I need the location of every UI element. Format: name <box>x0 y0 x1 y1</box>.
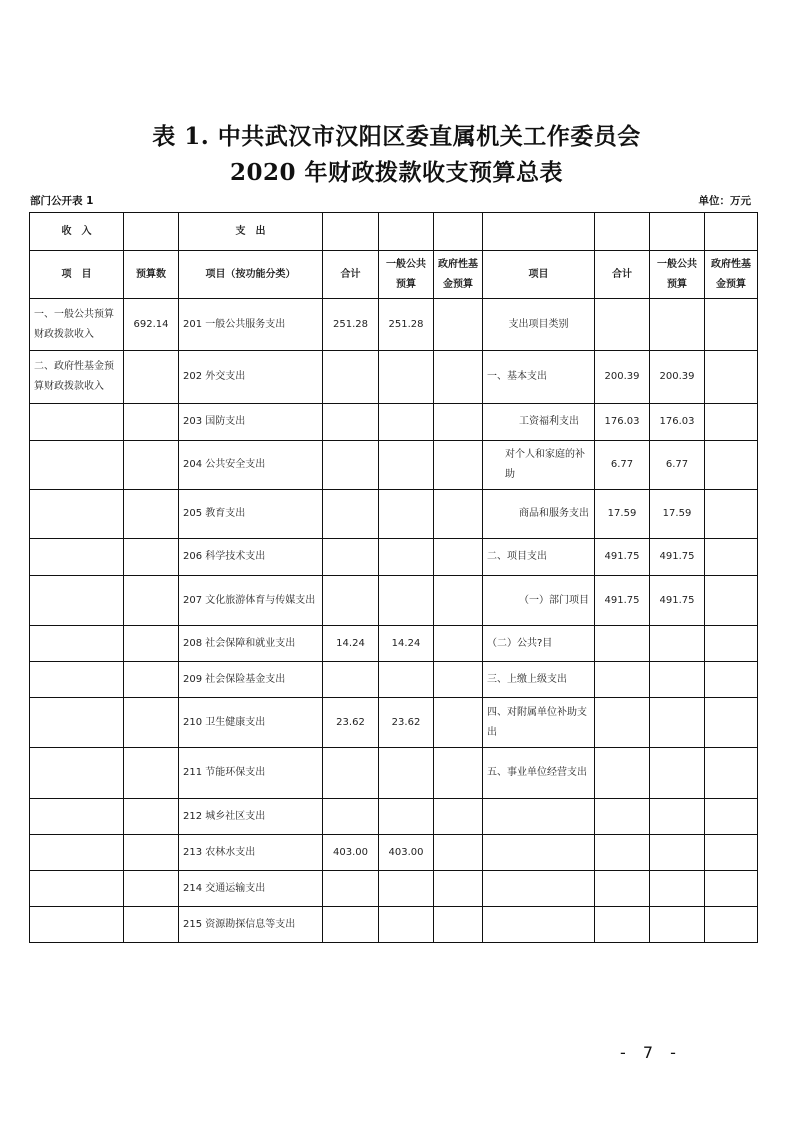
cell-total <box>323 404 379 441</box>
cell-total <box>323 441 379 490</box>
cell-gov-fund <box>434 441 483 490</box>
table-row <box>30 799 758 835</box>
cell-income-amount <box>124 662 179 698</box>
header-total: 合计 <box>323 251 379 299</box>
cell-general <box>379 576 434 626</box>
cell-income-item: 一、一般公共预算财政拨款收入 <box>30 299 124 351</box>
cell-total2: 491.75 <box>595 576 650 626</box>
cell-econ-item <box>483 835 595 871</box>
cell-income-item <box>30 698 124 748</box>
cell-gov-fund <box>434 748 483 799</box>
cell-total2 <box>595 799 650 835</box>
table-row <box>30 871 758 907</box>
cell-general2 <box>650 907 705 943</box>
header-gov-fund-2: 政府性基金预算 <box>705 251 758 299</box>
cell-general <box>379 799 434 835</box>
cell-gov-fund2 <box>705 698 758 748</box>
unit-label: 单位：万元 <box>698 195 751 207</box>
cell-general <box>379 662 434 698</box>
header-income: 收 入 <box>30 213 124 251</box>
cell-gov-fund2 <box>705 835 758 871</box>
cell-income-amount <box>124 871 179 907</box>
cell-general2 <box>650 871 705 907</box>
cell-total <box>323 799 379 835</box>
cell-econ-item: （二）公共?目 <box>483 626 595 662</box>
cell-gov-fund2 <box>705 351 758 404</box>
cell-income-item <box>30 662 124 698</box>
cell-income-amount <box>124 835 179 871</box>
cell-gov-fund <box>434 835 483 871</box>
cell-gov-fund <box>434 490 483 539</box>
cell-general <box>379 871 434 907</box>
cell-total <box>323 490 379 539</box>
cell-total <box>323 907 379 943</box>
cell-income-amount <box>124 576 179 626</box>
cell-gov-fund2 <box>705 871 758 907</box>
document-title: 表 1. 中共武汉市汉阳区委直属机关工作委员会 <box>152 123 641 150</box>
cell-func-item: 205 教育支出 <box>179 490 323 539</box>
cell-total2: 6.77 <box>595 441 650 490</box>
cell-general2: 491.75 <box>650 539 705 576</box>
cell-total2 <box>595 299 650 351</box>
cell-income-amount <box>124 490 179 539</box>
cell-general2 <box>650 626 705 662</box>
header-total-2: 合计 <box>595 251 650 299</box>
cell-income-item <box>30 871 124 907</box>
cell-income-item <box>30 490 124 539</box>
cell-total2 <box>595 626 650 662</box>
cell-income-item <box>30 539 124 576</box>
cell-total2 <box>595 748 650 799</box>
cell-gov-fund <box>434 907 483 943</box>
cell-total: 14.24 <box>323 626 379 662</box>
cell-econ-item: 对个人和家庭的补助 <box>483 441 595 490</box>
cell-general2: 6.77 <box>650 441 705 490</box>
cell-general2 <box>650 299 705 351</box>
cell-func-item: 215 资源勘探信息等支出 <box>179 907 323 943</box>
cell-total: 251.28 <box>323 299 379 351</box>
table-row <box>30 748 758 799</box>
cell-func-item: 214 交通运输支出 <box>179 871 323 907</box>
cell-income-amount: 692.14 <box>124 299 179 351</box>
header-general: 一般公共预算 <box>379 251 434 299</box>
cell-general <box>379 351 434 404</box>
cell-total2: 491.75 <box>595 539 650 576</box>
cell-income-item <box>30 576 124 626</box>
cell-econ-item: 三、上缴上级支出 <box>483 662 595 698</box>
cell-gov-fund2 <box>705 748 758 799</box>
cell-income-item <box>30 626 124 662</box>
table-row <box>30 539 758 576</box>
cell-total: 403.00 <box>323 835 379 871</box>
cell-total2 <box>595 662 650 698</box>
cell-general <box>379 490 434 539</box>
header-func-item: 项目（按功能分类） <box>179 251 323 299</box>
cell-gov-fund2 <box>705 799 758 835</box>
cell-gov-fund <box>434 351 483 404</box>
cell-econ-item: 工资福利支出 <box>483 404 595 441</box>
cell-total: 23.62 <box>323 698 379 748</box>
table-row <box>30 835 758 871</box>
cell-total2 <box>595 835 650 871</box>
header-econ-item: 项目 <box>483 251 595 299</box>
cell-income-item <box>30 748 124 799</box>
table-row <box>30 907 758 943</box>
table-row <box>30 576 758 626</box>
cell-total <box>323 748 379 799</box>
table-row <box>30 299 758 351</box>
cell-econ-item: 支出项目类别 <box>483 299 595 351</box>
cell-income-item <box>30 907 124 943</box>
cell-general: 251.28 <box>379 299 434 351</box>
table-row <box>30 698 758 748</box>
cell-general2: 17.59 <box>650 490 705 539</box>
cell-income-amount <box>124 626 179 662</box>
cell-func-item: 201 一般公共服务支出 <box>179 299 323 351</box>
cell-general <box>379 404 434 441</box>
table-row <box>30 441 758 490</box>
cell-income-amount <box>124 351 179 404</box>
cell-gov-fund <box>434 698 483 748</box>
header-item: 项 目 <box>30 251 124 299</box>
cell-income-amount <box>124 907 179 943</box>
cell-gov-fund <box>434 404 483 441</box>
cell-total2 <box>595 698 650 748</box>
cell-income-amount <box>124 404 179 441</box>
cell-econ-item <box>483 799 595 835</box>
header-expense: 支 出 <box>179 213 323 251</box>
cell-gov-fund <box>434 539 483 576</box>
cell-total <box>323 871 379 907</box>
cell-gov-fund2 <box>705 576 758 626</box>
cell-func-item: 202 外交支出 <box>179 351 323 404</box>
cell-total2: 200.39 <box>595 351 650 404</box>
page-number: - 7 - <box>620 1043 682 1062</box>
cell-econ-item: 商品和服务支出 <box>483 490 595 539</box>
cell-gov-fund <box>434 662 483 698</box>
cell-func-item: 210 卫生健康支出 <box>179 698 323 748</box>
cell-general2 <box>650 662 705 698</box>
cell-econ-item: 四、对附属单位补助支出 <box>483 698 595 748</box>
cell-gov-fund <box>434 871 483 907</box>
table-row <box>30 490 758 539</box>
cell-general2 <box>650 698 705 748</box>
cell-func-item: 206 科学技术支出 <box>179 539 323 576</box>
cell-total2: 17.59 <box>595 490 650 539</box>
cell-general2 <box>650 748 705 799</box>
cell-func-item: 208 社会保障和就业支出 <box>179 626 323 662</box>
cell-general: 23.62 <box>379 698 434 748</box>
cell-income-amount <box>124 748 179 799</box>
cell-econ-item: 一、基本支出 <box>483 351 595 404</box>
cell-general2: 491.75 <box>650 576 705 626</box>
cell-func-item: 209 社会保险基金支出 <box>179 662 323 698</box>
cell-gov-fund <box>434 626 483 662</box>
cell-gov-fund <box>434 799 483 835</box>
cell-func-item: 207 文化旅游体育与传媒支出 <box>179 576 323 626</box>
cell-income-item <box>30 441 124 490</box>
cell-total <box>323 351 379 404</box>
header-budget-amount: 预算数 <box>124 251 179 299</box>
table-id: 部门公开表 1 <box>30 195 94 207</box>
cell-income-amount <box>124 799 179 835</box>
cell-gov-fund2 <box>705 404 758 441</box>
cell-gov-fund <box>434 576 483 626</box>
cell-general <box>379 907 434 943</box>
cell-income-amount <box>124 539 179 576</box>
cell-income-item <box>30 799 124 835</box>
header-general-2: 一般公共预算 <box>650 251 705 299</box>
cell-gov-fund <box>434 299 483 351</box>
cell-gov-fund2 <box>705 299 758 351</box>
table-row <box>30 626 758 662</box>
cell-gov-fund2 <box>705 626 758 662</box>
cell-general2 <box>650 835 705 871</box>
cell-income-amount <box>124 698 179 748</box>
cell-total <box>323 539 379 576</box>
cell-gov-fund2 <box>705 907 758 943</box>
cell-general2: 200.39 <box>650 351 705 404</box>
cell-econ-item <box>483 871 595 907</box>
budget-table <box>29 212 758 943</box>
cell-econ-item: 二、项目支出 <box>483 539 595 576</box>
cell-general2: 176.03 <box>650 404 705 441</box>
cell-general2 <box>650 799 705 835</box>
cell-econ-item: 五、事业单位经营支出 <box>483 748 595 799</box>
table-row <box>30 351 758 404</box>
cell-general: 403.00 <box>379 835 434 871</box>
cell-general <box>379 441 434 490</box>
table-row <box>30 404 758 441</box>
cell-total <box>323 662 379 698</box>
cell-income-item: 二、政府性基金预算财政拨款收入 <box>30 351 124 404</box>
cell-general <box>379 748 434 799</box>
cell-func-item: 203 国防支出 <box>179 404 323 441</box>
cell-func-item: 204 公共安全支出 <box>179 441 323 490</box>
cell-total <box>323 576 379 626</box>
cell-income-item <box>30 404 124 441</box>
cell-gov-fund2 <box>705 441 758 490</box>
cell-func-item: 212 城乡社区支出 <box>179 799 323 835</box>
header-gov-fund: 政府性基金预算 <box>434 251 483 299</box>
cell-func-item: 211 节能环保支出 <box>179 748 323 799</box>
cell-func-item: 213 农林水支出 <box>179 835 323 871</box>
header-row-2 <box>30 251 758 299</box>
header-row-1 <box>30 213 758 251</box>
cell-total2 <box>595 907 650 943</box>
table-body <box>30 299 758 943</box>
cell-general <box>379 539 434 576</box>
cell-income-amount <box>124 441 179 490</box>
cell-econ-item <box>483 907 595 943</box>
cell-income-item <box>30 835 124 871</box>
cell-total2: 176.03 <box>595 404 650 441</box>
cell-gov-fund2 <box>705 662 758 698</box>
cell-general: 14.24 <box>379 626 434 662</box>
document-subtitle: 2020 年财政拨款收支预算总表 <box>229 159 564 186</box>
cell-gov-fund2 <box>705 490 758 539</box>
cell-econ-item: （一）部门项目 <box>483 576 595 626</box>
table-row <box>30 662 758 698</box>
cell-total2 <box>595 871 650 907</box>
cell-gov-fund2 <box>705 539 758 576</box>
